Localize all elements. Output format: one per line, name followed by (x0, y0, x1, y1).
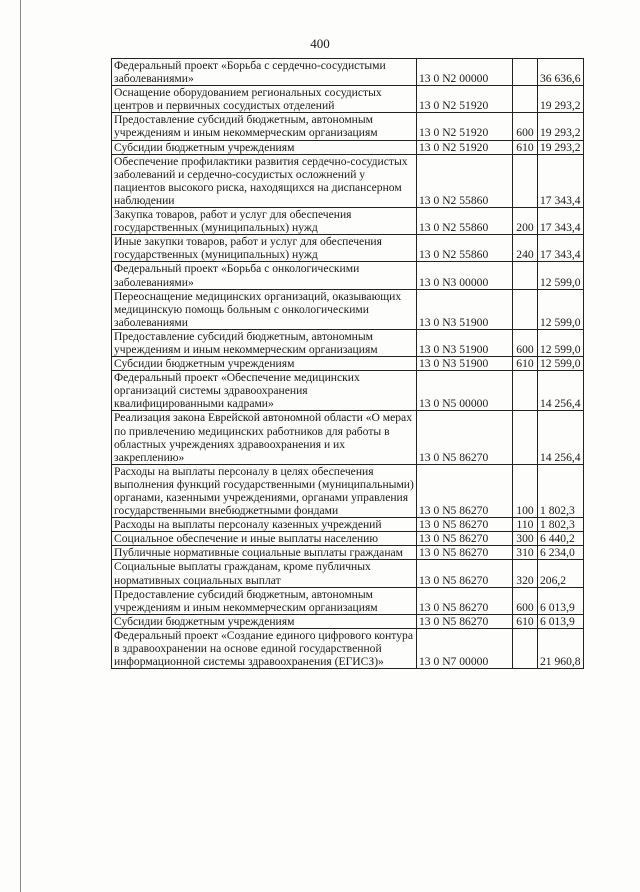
target-article-code: 13 0 N5 86270 (417, 546, 513, 560)
target-article-code: 13 0 N5 00000 (417, 371, 513, 411)
amount-cell: 6 013,9 (538, 614, 584, 628)
expense-type-code (513, 262, 538, 289)
target-article-code: 13 0 N2 51920 (417, 113, 513, 140)
table-row (112, 140, 584, 154)
expense-type-code (513, 59, 538, 86)
table-row (112, 59, 584, 86)
target-article-code: 13 0 N3 00000 (417, 262, 513, 289)
row-name-cell: Публичные нормативные социальные выплаты гражданам (112, 546, 417, 560)
table-row (112, 560, 584, 587)
expense-type-code: 310 (513, 546, 538, 560)
amount-cell: 6 013,9 (538, 587, 584, 614)
target-article-code: 13 0 N5 86270 (417, 560, 513, 587)
table-row (112, 371, 584, 411)
row-name-cell: Предоставление субсидий бюджетным, автономным учреждениям и иным некоммерческим организациям (112, 329, 417, 356)
table-row (112, 587, 584, 614)
amount-cell: 14 256,4 (538, 371, 584, 411)
amount-cell: 12 599,0 (538, 329, 584, 356)
row-name-cell: Расходы на выплаты персоналу казенных учреждений (112, 518, 417, 532)
row-name-cell: Закупка товаров, работ и услуг для обеспечения государственных (муниципальных) нужд (112, 208, 417, 235)
row-name-cell: Реализация закона Еврейской автономной области «О мерах по привлечению медицинских работников для работы в областных учреждениях здравоохранения и их закреплению» (112, 411, 417, 464)
amount-cell: 19 293,2 (538, 140, 584, 154)
amount-cell: 12 599,0 (538, 262, 584, 289)
amount-cell: 1 802,3 (538, 464, 584, 517)
expense-type-code: 320 (513, 560, 538, 587)
table-row (112, 289, 584, 329)
page-number: 400 (310, 36, 330, 51)
expense-type-code: 110 (513, 518, 538, 532)
row-name-cell: Федеральный проект «Обеспечение медицинских организаций системы здравоохранения квалифицированными кадрами» (112, 371, 417, 411)
row-name-cell: Обеспечение профилактики развития сердечно-сосудистых заболеваний и сердечно-сосудистых осложнений у пациентов высокого риска, находящихся на диспансерном наблюдении (112, 154, 417, 207)
amount-cell: 6 440,2 (538, 532, 584, 546)
target-article-code: 13 0 N3 51900 (417, 357, 513, 371)
target-article-code: 13 0 N3 51900 (417, 329, 513, 356)
amount-cell: 12 599,0 (538, 357, 584, 371)
table-row (112, 532, 584, 546)
expense-type-code: 100 (513, 464, 538, 517)
table-row (112, 614, 584, 628)
left-margin-line (20, 0, 21, 892)
target-article-code: 13 0 N2 55860 (417, 154, 513, 207)
table-row (112, 262, 584, 289)
table-row (112, 154, 584, 207)
table-row (112, 329, 584, 356)
amount-cell: 17 343,4 (538, 154, 584, 207)
row-name-cell: Субсидии бюджетным учреждениям (112, 357, 417, 371)
expense-type-code: 610 (513, 614, 538, 628)
target-article-code: 13 0 N5 86270 (417, 518, 513, 532)
amount-cell: 1 802,3 (538, 518, 584, 532)
row-name-cell: Иные закупки товаров, работ и услуг для обеспечения государственных (муниципальных) нужд (112, 235, 417, 262)
target-article-code: 13 0 N2 51920 (417, 140, 513, 154)
table-row (112, 86, 584, 113)
expense-type-code: 600 (513, 329, 538, 356)
table-row (112, 518, 584, 532)
table-row (112, 411, 584, 464)
amount-cell: 36 636,6 (538, 59, 584, 86)
table-row (112, 235, 584, 262)
row-name-cell: Оснащение оборудованием региональных сосудистых центров и первичных сосудистых отделений (112, 86, 417, 113)
target-article-code: 13 0 N3 51900 (417, 289, 513, 329)
target-article-code: 13 0 N5 86270 (417, 411, 513, 464)
table-row (112, 628, 584, 668)
row-name-cell: Предоставление субсидий бюджетным, автономным учреждениям и иным некоммерческим организациям (112, 587, 417, 614)
row-name-cell: Субсидии бюджетным учреждениям (112, 614, 417, 628)
expense-type-code (513, 411, 538, 464)
target-article-code: 13 0 N5 86270 (417, 532, 513, 546)
row-name-cell: Предоставление субсидий бюджетным, автономным учреждениям и иным некоммерческим организациям (112, 113, 417, 140)
row-name-cell: Федеральный проект «Борьба с онкологическими заболеваниями» (112, 262, 417, 289)
expense-type-code: 300 (513, 532, 538, 546)
target-article-code: 13 0 N5 86270 (417, 587, 513, 614)
budget-table (111, 58, 584, 669)
amount-cell: 17 343,4 (538, 235, 584, 262)
expense-type-code (513, 154, 538, 207)
expense-type-code (513, 371, 538, 411)
target-article-code: 13 0 N2 00000 (417, 59, 513, 86)
row-name-cell: Расходы на выплаты персоналу в целях обеспечения выполнения функций государственными (муниципальными) органами, казенными учреждениями, органами управления государственными внебюджетными фондами (112, 464, 417, 517)
budget-table-body (112, 59, 584, 669)
row-name-cell: Переоснащение медицинских организаций, оказывающих медицинскую помощь больным с онкологическими заболеваниями (112, 289, 417, 329)
expense-type-code: 240 (513, 235, 538, 262)
row-name-cell: Федеральный проект «Борьба с сердечно-сосудистыми заболеваниями» (112, 59, 417, 86)
amount-cell: 6 234,0 (538, 546, 584, 560)
expense-type-code: 200 (513, 208, 538, 235)
target-article-code: 13 0 N2 55860 (417, 235, 513, 262)
row-name-cell: Социальные выплаты гражданам, кроме публичных нормативных социальных выплат (112, 560, 417, 587)
table-row (112, 357, 584, 371)
expense-type-code (513, 628, 538, 668)
table-row (112, 464, 584, 517)
amount-cell: 206,2 (538, 560, 584, 587)
target-article-code: 13 0 N2 55860 (417, 208, 513, 235)
row-name-cell: Субсидии бюджетным учреждениям (112, 140, 417, 154)
table-row (112, 113, 584, 140)
amount-cell: 19 293,2 (538, 86, 584, 113)
row-name-cell: Федеральный проект «Создание единого цифрового контура в здравоохранении на основе единой государственной информационной системы здравоохранения (ЕГИСЗ)» (112, 628, 417, 668)
amount-cell: 17 343,4 (538, 208, 584, 235)
expense-type-code: 600 (513, 587, 538, 614)
expense-type-code: 610 (513, 140, 538, 154)
target-article-code: 13 0 N7 00000 (417, 628, 513, 668)
expense-type-code (513, 86, 538, 113)
expense-type-code (513, 289, 538, 329)
expense-type-code: 600 (513, 113, 538, 140)
target-article-code: 13 0 N5 86270 (417, 614, 513, 628)
amount-cell: 12 599,0 (538, 289, 584, 329)
amount-cell: 14 256,4 (538, 411, 584, 464)
table-row (112, 208, 584, 235)
expense-type-code: 610 (513, 357, 538, 371)
table-row (112, 546, 584, 560)
amount-cell: 19 293,2 (538, 113, 584, 140)
row-name-cell: Социальное обеспечение и иные выплаты населению (112, 532, 417, 546)
amount-cell: 21 960,8 (538, 628, 584, 668)
target-article-code: 13 0 N2 51920 (417, 86, 513, 113)
target-article-code: 13 0 N5 86270 (417, 464, 513, 517)
